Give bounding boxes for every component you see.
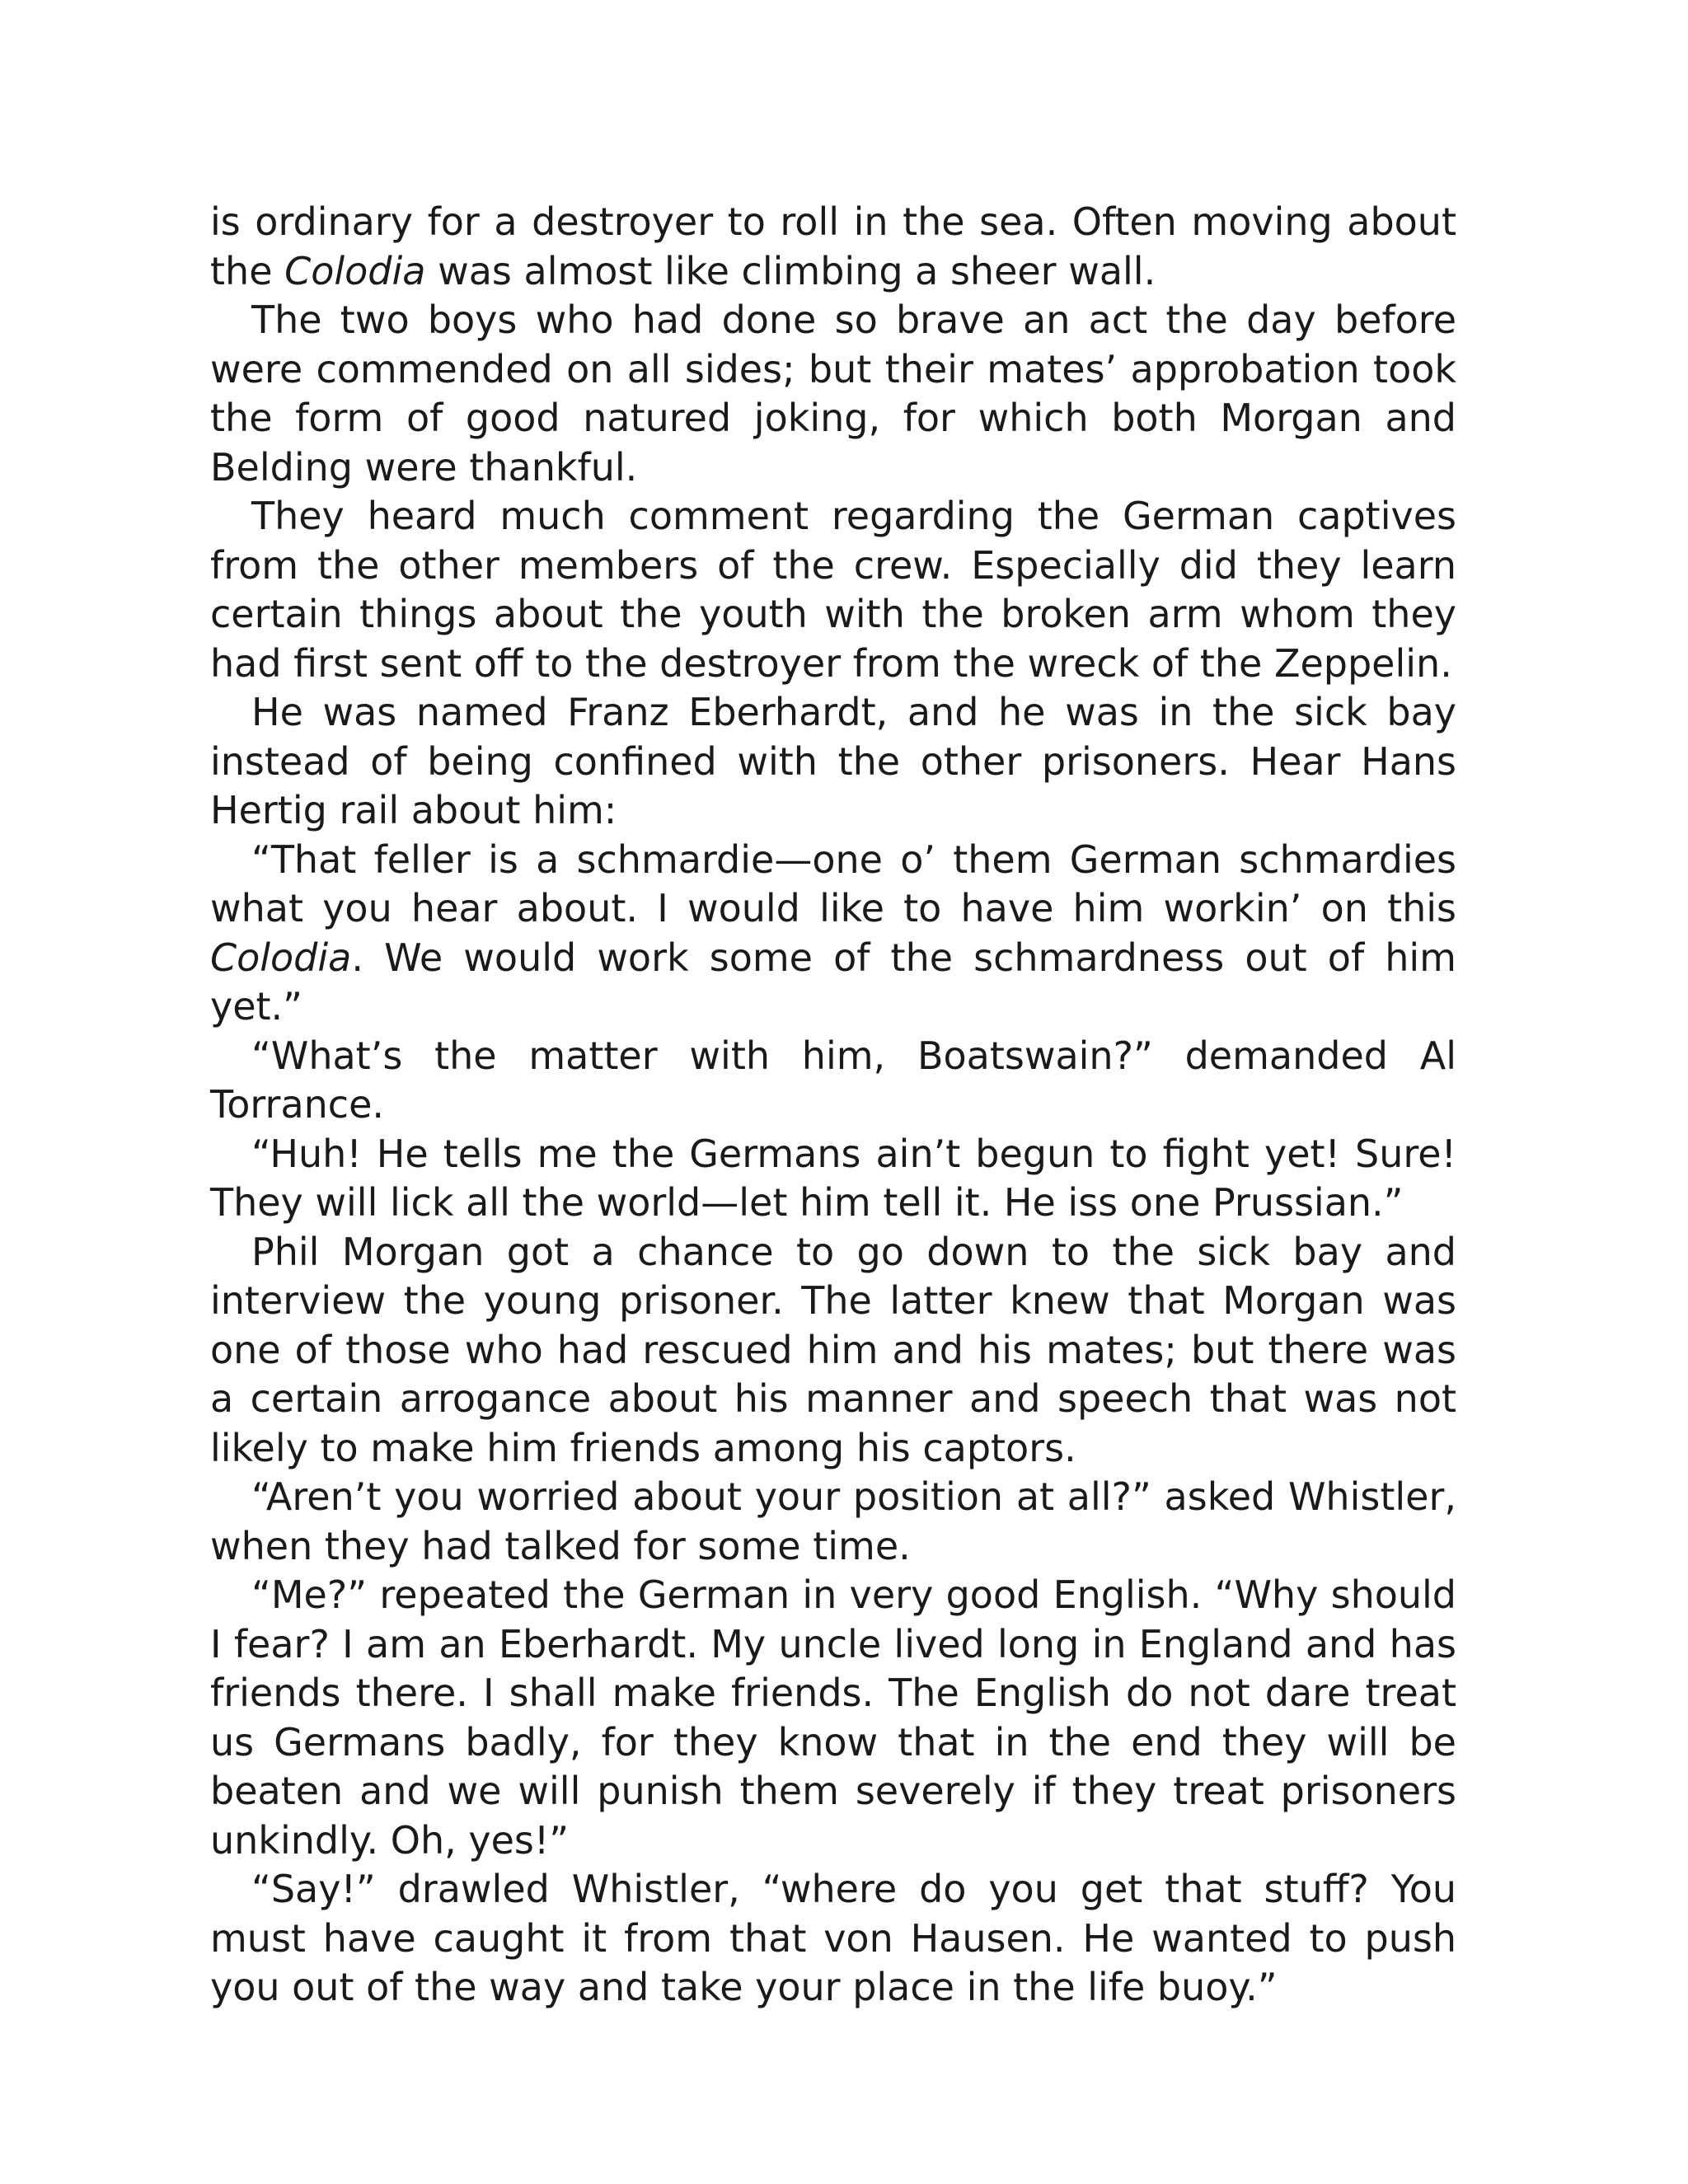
paragraph: “Huh! He tells me the Germans ain’t begun to fight yet! Sure! They will lick all the world—let him tell it. He iss one Prussian.” xyxy=(210,1131,1456,1225)
ship-name: Colodia xyxy=(284,248,426,293)
text-run: “That feller is a schmardie—one o’ them German schmardies what you hear about. I would like to have him workin’ on this xyxy=(210,837,1456,930)
text-run: is ordinary for a destroyer to roll in the sea. Often moving about the xyxy=(210,199,1456,293)
paragraph: “Me?” repeated the German in very good English. “Why should I fear? I am an Eberhardt. My uncle lived long in England and has friends there. I shall make friends. The English do not dare treat us Germans badly, for they know that in the end they will be beaten and we will punish them severely if they treat prisoners unkindly. Oh, yes!” xyxy=(210,1572,1456,1863)
paragraph: The two boys who had done so brave an act the day before were commended on all sides; but their mates’ approbation took the form of good natured joking, for which both Morgan and Belding were thankful. xyxy=(210,298,1456,490)
paragraph: They heard much comment regarding the German captives from the other members of the crew. Especially did they learn certain things about the youth with the broken arm whom they had first sent off to the destroyer from the wreck of the Zeppelin. xyxy=(210,494,1456,686)
paragraph: “Say!” drawled Whistler, “where do you get that stuff? You must have caught it from that von Hausen. He wanted to push you out of the way and take your place in the life buoy.” xyxy=(210,1867,1456,2009)
paragraph xyxy=(210,836,1456,1032)
paragraph xyxy=(210,198,1456,296)
paragraph: Phil Morgan got a chance to go down to the sick bay and interview the young prisoner. The latter knew that Morgan was one of those who had rescued him and his mates; but there was a certain arrogance about his manner and speech that was not likely to make him friends among his captors. xyxy=(210,1229,1456,1470)
paragraph: “What’s the matter with him, Boatswain?” demanded Al Torrance. xyxy=(210,1033,1456,1127)
text-run: was almost like climbing a sheer wall. xyxy=(425,248,1156,293)
paragraph: “Aren’t you worried about your position at all?” asked Whistler, when they had talked for some time. xyxy=(210,1474,1456,1568)
page-body xyxy=(210,198,1456,2013)
paragraph: He was named Franz Eberhardt, and he was in the sick bay instead of being confined with the other prisoners. Hear Hans Hertig rail about him: xyxy=(210,690,1456,832)
text-run: . We would work some of the schmardness out of him yet.” xyxy=(210,935,1456,1029)
ship-name: Colodia xyxy=(210,935,352,980)
